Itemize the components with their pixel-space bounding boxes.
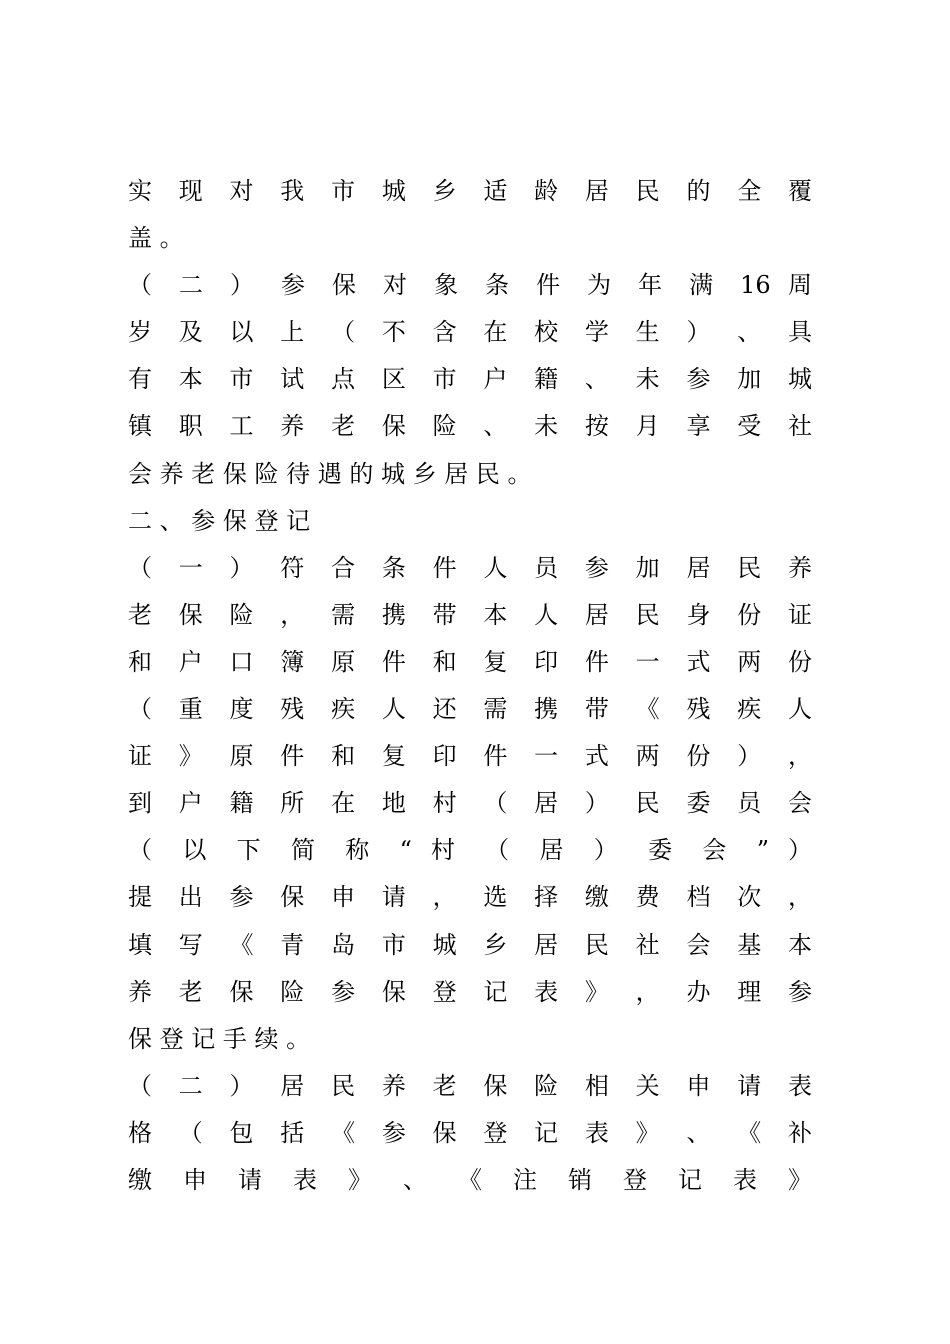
text-line: 有 本 市 试 点 区 市 户 籍 、 未 参 加 城 — [128, 365, 812, 394]
text-line: （ 二 ） 居 民 养 老 保 险 相 关 申 请 表 — [128, 1071, 812, 1100]
text-line: （ 重 度 残 疾 人 还 需 携 带 《 残 疾 人 — [128, 695, 812, 724]
text-line: 实 现 对 我 市 城 乡 适 龄 居 民 的 全 覆 — [128, 177, 812, 205]
text-line: 盖 。 — [128, 224, 184, 253]
text-line: 镇 职 工 养 老 保 险 、 未 按 月 享 受 社 — [128, 412, 812, 441]
text-line: 证 》 原 件 和 复 印 件 一 式 两 份 ） ， — [128, 742, 812, 771]
text-line: （ 以 下 简 称 “ 村 （ 居 ） 委 会 ” ） — [128, 836, 812, 865]
text-line: 岁 及 以 上 （ 不 含 在 校 学 生 ） 、 具 — [128, 318, 812, 347]
text-line: 二 、 参 保 登 记 — [128, 506, 311, 535]
text-line: 老 保 险 ， 需 携 带 本 人 居 民 身 份 证 — [128, 600, 812, 629]
text-line: 养 老 保 险 参 保 登 记 表 》 ， 办 理 参 — [128, 977, 812, 1006]
body-text — [128, 168, 812, 1204]
text-line: （ 二 ） 参 保 对 象 条 件 为 年 满 16 周 — [128, 271, 812, 300]
text-line: 填 写 《 青 岛 市 城 乡 居 民 社 会 基 本 — [128, 930, 812, 959]
text-line: 和 户 口 簿 原 件 和 复 印 件 一 式 两 份 — [128, 647, 812, 676]
text-line: 格 （ 包 括 《 参 保 登 记 表 》 、 《 补 — [128, 1118, 812, 1147]
text-line: 到 户 籍 所 在 地 村 （ 居 ） 民 委 员 会 — [128, 789, 812, 818]
text-line: 提 出 参 保 申 请 ， 选 择 缴 费 档 次 ， — [128, 883, 812, 912]
text-line: 保 登 记 手 续 。 — [128, 1024, 311, 1053]
text-line: （ 一 ） 符 合 条 件 人 员 参 加 居 民 养 — [128, 553, 812, 582]
text-line: 会 养 老 保 险 待 遇 的 城 乡 居 民 。 — [128, 459, 532, 488]
text-line: 缴 申 请 表 》 、 《 注 销 登 记 表 》 — [128, 1165, 812, 1194]
